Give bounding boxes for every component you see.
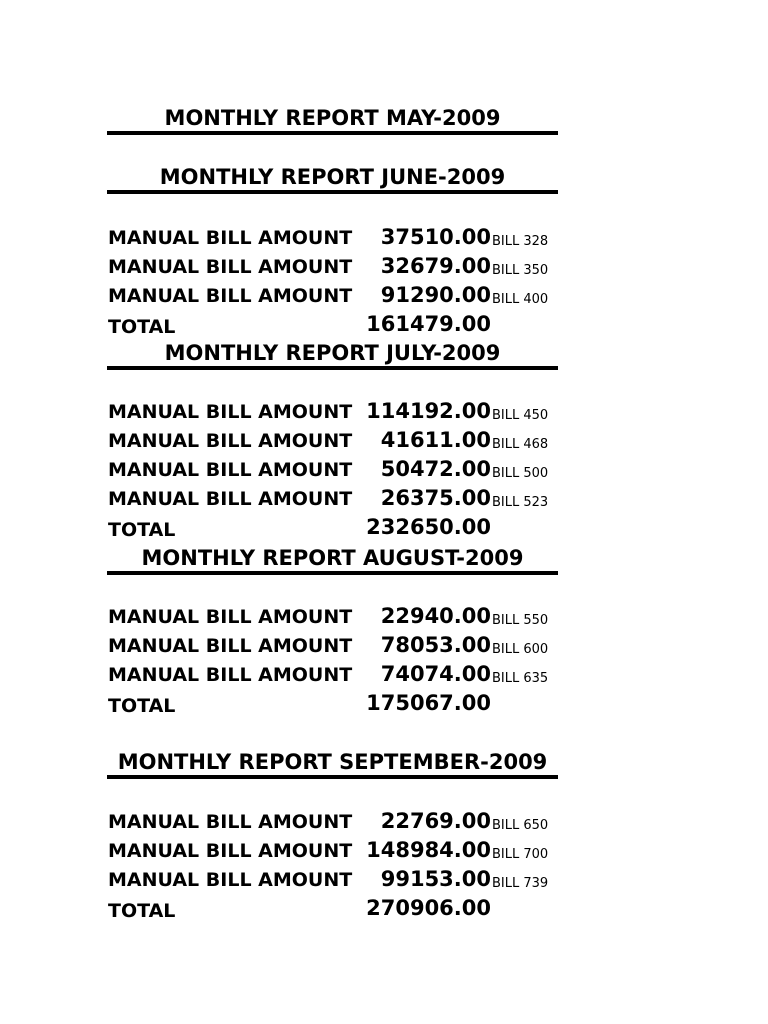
row-amount: 41611.00 xyxy=(380,428,491,452)
report-heading-september xyxy=(107,750,558,779)
row-label: MANUAL BILL AMOUNT xyxy=(108,840,353,862)
row-amount: 37510.00 xyxy=(380,225,491,249)
row-label: MANUAL BILL AMOUNT xyxy=(108,664,353,686)
row-bill-note: BILL 400 xyxy=(492,292,549,307)
row-bill-note: BILL 350 xyxy=(492,263,549,278)
row-label: MANUAL BILL AMOUNT xyxy=(108,869,353,891)
row-amount: 22940.00 xyxy=(380,604,491,628)
report-heading-june xyxy=(107,165,558,194)
total-label: TOTAL xyxy=(108,316,176,338)
report-title: MONTHLY REPORT JUNE-2009 xyxy=(159,165,506,189)
total-amount: 270906.00 xyxy=(366,896,491,920)
row-label: MANUAL BILL AMOUNT xyxy=(108,256,353,278)
row-bill-note: BILL 739 xyxy=(492,876,549,891)
row-label: MANUAL BILL AMOUNT xyxy=(108,430,353,452)
row-amount: 32679.00 xyxy=(380,254,491,278)
row-bill-note: BILL 700 xyxy=(492,847,549,862)
row-amount: 26375.00 xyxy=(380,486,491,510)
report-title: MONTHLY REPORT JULY-2009 xyxy=(164,341,501,365)
table-row xyxy=(107,632,558,661)
report-heading-august xyxy=(107,546,558,575)
report-title: MONTHLY REPORT AUGUST-2009 xyxy=(141,546,524,570)
row-amount: 91290.00 xyxy=(380,283,491,307)
row-bill-note: BILL 523 xyxy=(492,495,549,510)
total-row xyxy=(107,514,558,543)
row-label: MANUAL BILL AMOUNT xyxy=(108,606,353,628)
table-row xyxy=(107,456,558,485)
row-label: MANUAL BILL AMOUNT xyxy=(108,285,353,307)
total-amount: 161479.00 xyxy=(366,312,491,336)
report-title: MONTHLY REPORT SEPTEMBER-2009 xyxy=(117,750,548,774)
report-title: MONTHLY REPORT MAY-2009 xyxy=(164,106,501,130)
row-bill-note: BILL 550 xyxy=(492,613,549,628)
table-row xyxy=(107,398,558,427)
row-amount: 148984.00 xyxy=(366,838,491,862)
table-row xyxy=(107,808,558,837)
row-label: MANUAL BILL AMOUNT xyxy=(108,459,353,481)
row-label: MANUAL BILL AMOUNT xyxy=(108,488,353,510)
row-bill-note: BILL 500 xyxy=(492,466,549,481)
row-amount: 50472.00 xyxy=(380,457,491,481)
table-row xyxy=(107,253,558,282)
total-label: TOTAL xyxy=(108,900,176,922)
table-row xyxy=(107,661,558,690)
total-amount: 232650.00 xyxy=(366,515,491,539)
table-row xyxy=(107,603,558,632)
total-row xyxy=(107,311,558,340)
row-amount: 114192.00 xyxy=(366,399,491,423)
row-bill-note: BILL 450 xyxy=(492,408,549,423)
report-heading-may xyxy=(107,106,558,135)
total-amount: 175067.00 xyxy=(366,691,491,715)
row-bill-note: BILL 650 xyxy=(492,818,549,833)
table-row xyxy=(107,282,558,311)
row-bill-note: BILL 600 xyxy=(492,642,549,657)
table-row xyxy=(107,866,558,895)
row-bill-note: BILL 328 xyxy=(492,234,549,249)
row-amount: 99153.00 xyxy=(380,867,491,891)
row-label: MANUAL BILL AMOUNT xyxy=(108,811,353,833)
row-bill-note: BILL 468 xyxy=(492,437,549,452)
table-row xyxy=(107,427,558,456)
row-label: MANUAL BILL AMOUNT xyxy=(108,227,353,249)
table-row xyxy=(107,485,558,514)
row-amount: 74074.00 xyxy=(380,662,491,686)
row-bill-note: BILL 635 xyxy=(492,671,549,686)
row-amount: 22769.00 xyxy=(380,809,491,833)
report-heading-july xyxy=(107,341,558,370)
row-label: MANUAL BILL AMOUNT xyxy=(108,635,353,657)
table-row xyxy=(107,837,558,866)
row-label: MANUAL BILL AMOUNT xyxy=(108,401,353,423)
total-row xyxy=(107,690,558,719)
row-amount: 78053.00 xyxy=(380,633,491,657)
total-row xyxy=(107,895,558,924)
table-row xyxy=(107,224,558,253)
total-label: TOTAL xyxy=(108,695,176,717)
total-label: TOTAL xyxy=(108,519,176,541)
